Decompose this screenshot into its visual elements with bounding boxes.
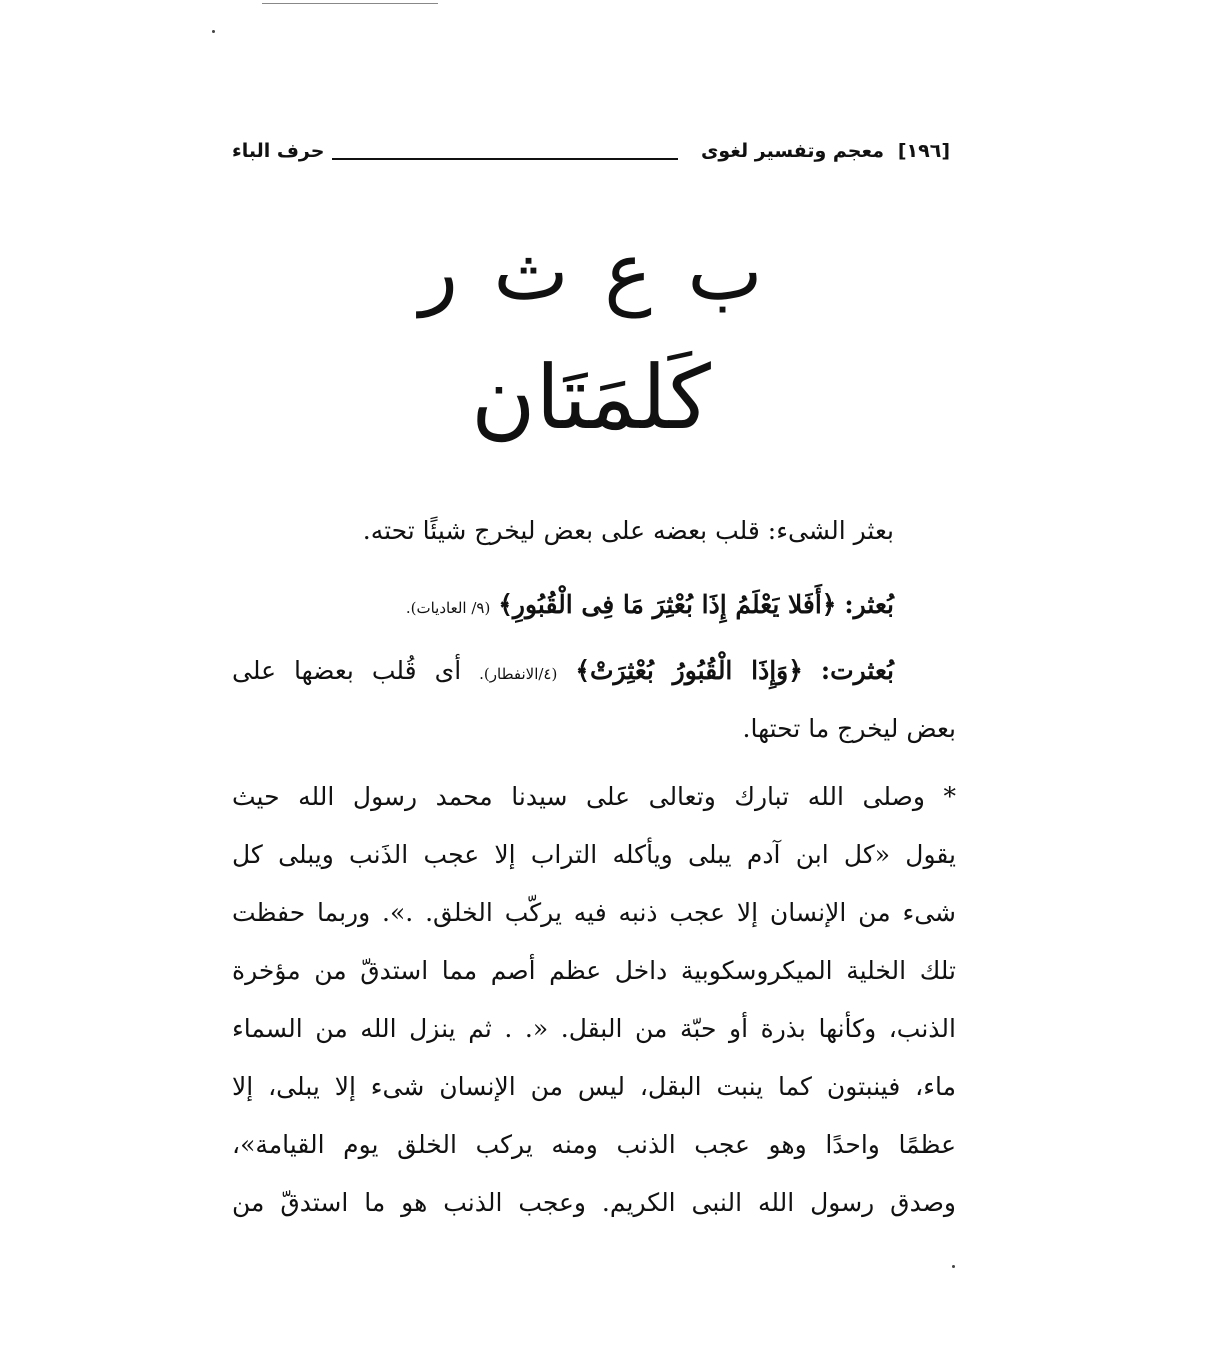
header-rule — [332, 158, 678, 160]
definition-term: بُعثر: — [844, 590, 894, 619]
hadith-paragraph — [232, 782, 956, 1242]
definition-term: بُعثرت: — [820, 656, 894, 685]
page-header — [232, 138, 950, 178]
quran-quote: ﴿أَفَلا يَعْلَمُ إِذَا بُعْثِرَ مَا فِى الْقُبُورِ﴾ — [498, 590, 837, 619]
quran-reference: (٩/ العاديات). — [405, 599, 491, 617]
top-scan-rule — [262, 0, 438, 4]
definition-text: بعثر الشىء: قلب بعضه على بعض ليخرج شيئًا تحته. — [362, 516, 894, 545]
definition-line — [232, 656, 894, 685]
definition-text: أى قُلب بعضها على — [232, 656, 462, 685]
quran-reference: (٤/الانفطار). — [479, 665, 558, 683]
paragraph-line: الذنب، وكأنها بذرة أو حبّة من البقل. «. . ثم ينزل الله من السماء — [232, 1014, 956, 1043]
section-title: حرف الباء — [232, 140, 325, 162]
paragraph-line: ماء، فينبتون كما ينبت البقل، ليس من الإنسان شىء إلا يبلى، إلا — [232, 1072, 956, 1101]
definition-text: بعض ليخرج ما تحتها. — [742, 714, 956, 743]
paragraph-line: يقول «كل ابن آدم يبلى ويأكله التراب إلا عجب الذَنب ويبلى كل — [232, 840, 956, 869]
paragraph-line: تلك الخلية الميكروسكوبية داخل عظم أصم مما استدقّ من مؤخرة — [232, 956, 956, 985]
paragraph-line: شىء من الإنسان إلا عجب ذنبه فيه يركّب الخلق. .». وربما حفظت — [232, 898, 956, 927]
definition-line — [743, 714, 956, 743]
entry-title: كَلمَتَان — [471, 346, 711, 449]
entry-root-letters: ب ع ث ر — [419, 225, 763, 318]
book-title: معجم وتفسير لغوى — [700, 140, 884, 162]
definition-line — [406, 590, 894, 619]
definitions-block — [232, 510, 956, 770]
scan-speck — [952, 1265, 955, 1268]
definition-line — [363, 516, 894, 545]
paragraph-line: * وصلى الله تبارك وتعالى على سيدنا محمد رسول الله حيث — [232, 782, 956, 811]
scan-speck — [212, 30, 215, 33]
paragraph-line: وصدق رسول الله النبى الكريم. وعجب الذنب هو ما استدقّ من — [232, 1188, 956, 1217]
page-number: [١٩٦] — [897, 140, 950, 162]
paragraph-line: عظمًا واحدًا وهو عجب الذنب ومنه يركب الخلق يوم القيامة»، — [232, 1130, 956, 1159]
quran-quote: ﴿وَإِذَا الْقُبُورُ بُعْثِرَتْ﴾ — [575, 656, 803, 685]
